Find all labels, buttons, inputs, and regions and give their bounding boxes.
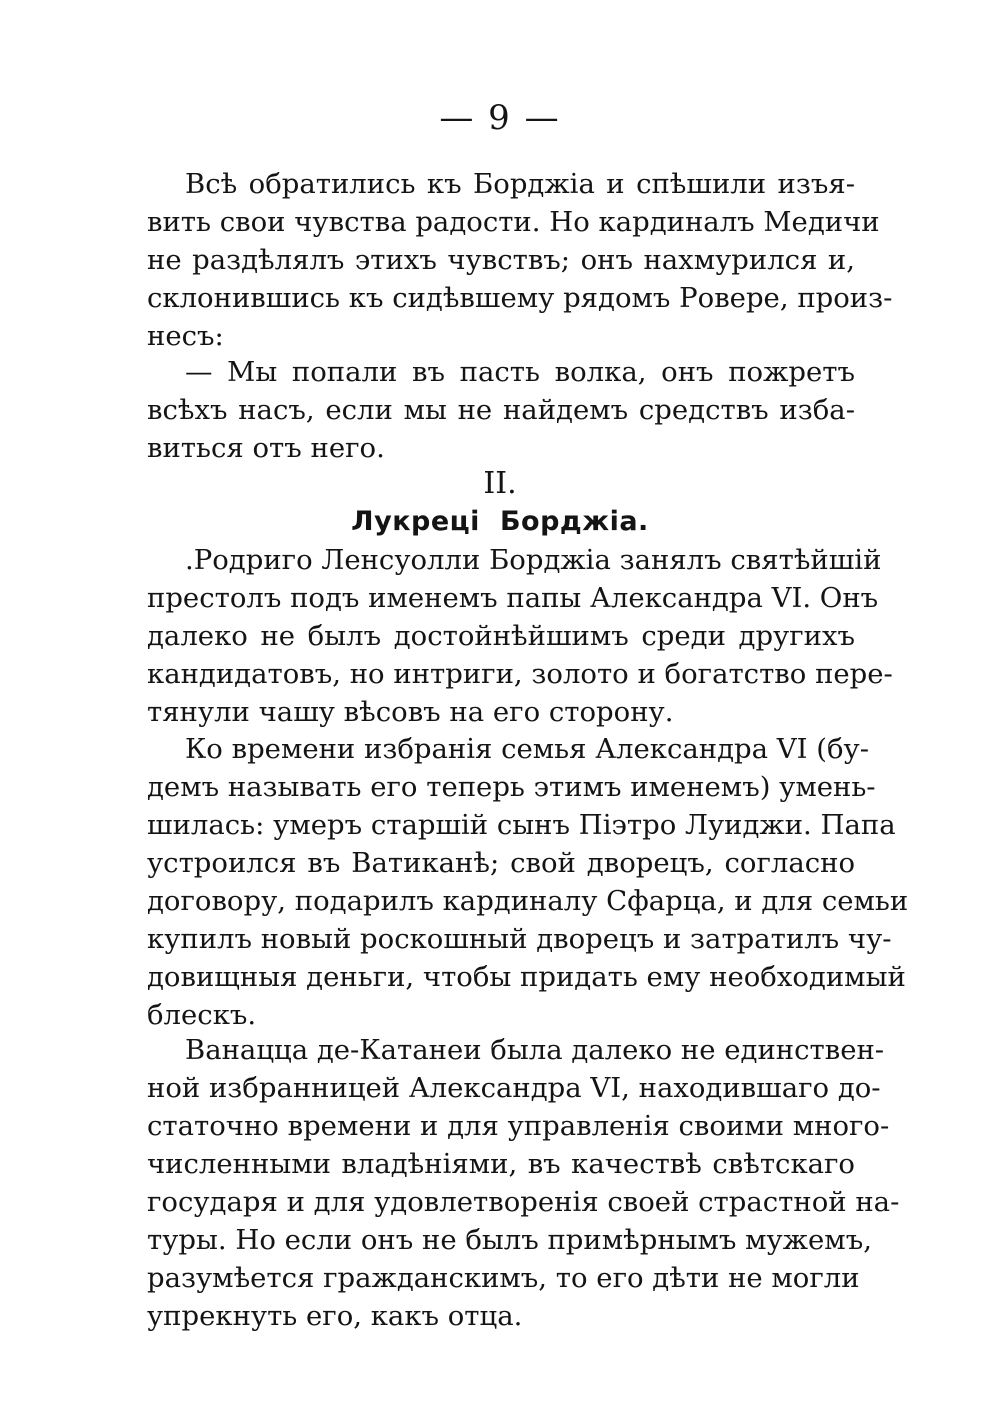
text-line: .Родриго Ленсуолли Борджіа занялъ святѣйшій: [185, 544, 882, 576]
page-number: — 9 —: [439, 98, 561, 138]
text-line: устроился въ Ватиканѣ; свой дворецъ, согласно: [147, 847, 855, 879]
text-line: демъ называть его теперь этимъ именемъ) умень-: [147, 771, 876, 803]
chapter-title-word: Лукреці: [351, 506, 480, 537]
text-line: виться отъ него.: [147, 432, 385, 464]
text-line: склонившись къ сидѣвшему рядомъ Ровере, произ-: [147, 282, 893, 314]
text-line: разумѣется гражданскимъ, то его дѣти не могли: [147, 1262, 860, 1294]
text-line: ной избранницей Александра VI, находившаго до-: [147, 1072, 881, 1104]
text-line: шилась: умеръ старшій сынъ Піэтро Луиджи. Папа: [147, 809, 896, 841]
text-line: вить свои чувства радости. Но кардиналъ Медичи: [147, 206, 880, 238]
text-line: государя и для удовлетворенія своей страстной на-: [147, 1186, 900, 1218]
chapter-title-word: Борджіа.: [499, 506, 649, 537]
text-line: тянули чашу вѣсовъ на его сторону.: [147, 696, 674, 728]
text-line: упрекнуть его, какъ отца.: [147, 1300, 523, 1332]
paragraph-5: [147, 1031, 900, 1335]
chapter-title: [0, 503, 1000, 541]
text-line: всѣхъ насъ, если мы не найдемъ средствъ изба-: [147, 394, 855, 426]
text-line: статочно времени и для управленія своими много-: [147, 1110, 890, 1142]
text-line: численными владѣніями, въ качествѣ свѣтскаго: [147, 1148, 855, 1180]
text-line: далеко не былъ достойнѣйшимъ среди другихъ: [147, 620, 855, 652]
text-line: купилъ новый роскошный дворецъ и затратилъ чу-: [147, 923, 892, 955]
text-line: несъ:: [147, 320, 224, 352]
text-line: престолъ подъ именемъ папы Александра VI. Онъ: [147, 582, 879, 614]
text-line: — Мы попали въ пасть волка, онъ пожретъ: [185, 356, 855, 388]
chapter-number: II.: [483, 466, 517, 501]
paragraph-3: [147, 541, 893, 731]
paragraph-2: [147, 353, 855, 467]
text-line: кандидатовъ, но интриги, золото и богатство пере-: [147, 658, 893, 690]
paragraph-1: [147, 165, 893, 355]
paragraph-4: [147, 730, 909, 1034]
text-line: Ко времени избранія семья Александра VI (бу-: [185, 733, 870, 765]
text-line: Всѣ обратились къ Борджіа и спѣшили изъя-: [185, 168, 855, 200]
text-line: блескъ.: [147, 999, 257, 1031]
text-line: не раздѣлялъ этихъ чувствъ; онъ нахмурился и,: [147, 244, 855, 276]
text-line: довищныя деньги, чтобы придать ему необходимый: [147, 961, 906, 993]
text-line: туры. Но если онъ не былъ примѣрнымъ мужемъ,: [147, 1224, 872, 1256]
text-line: договору, подарилъ кардиналу Сфарца, и для семьи: [147, 885, 909, 917]
text-line: Ванацца де-Катанеи была далеко не единствен-: [185, 1034, 885, 1066]
